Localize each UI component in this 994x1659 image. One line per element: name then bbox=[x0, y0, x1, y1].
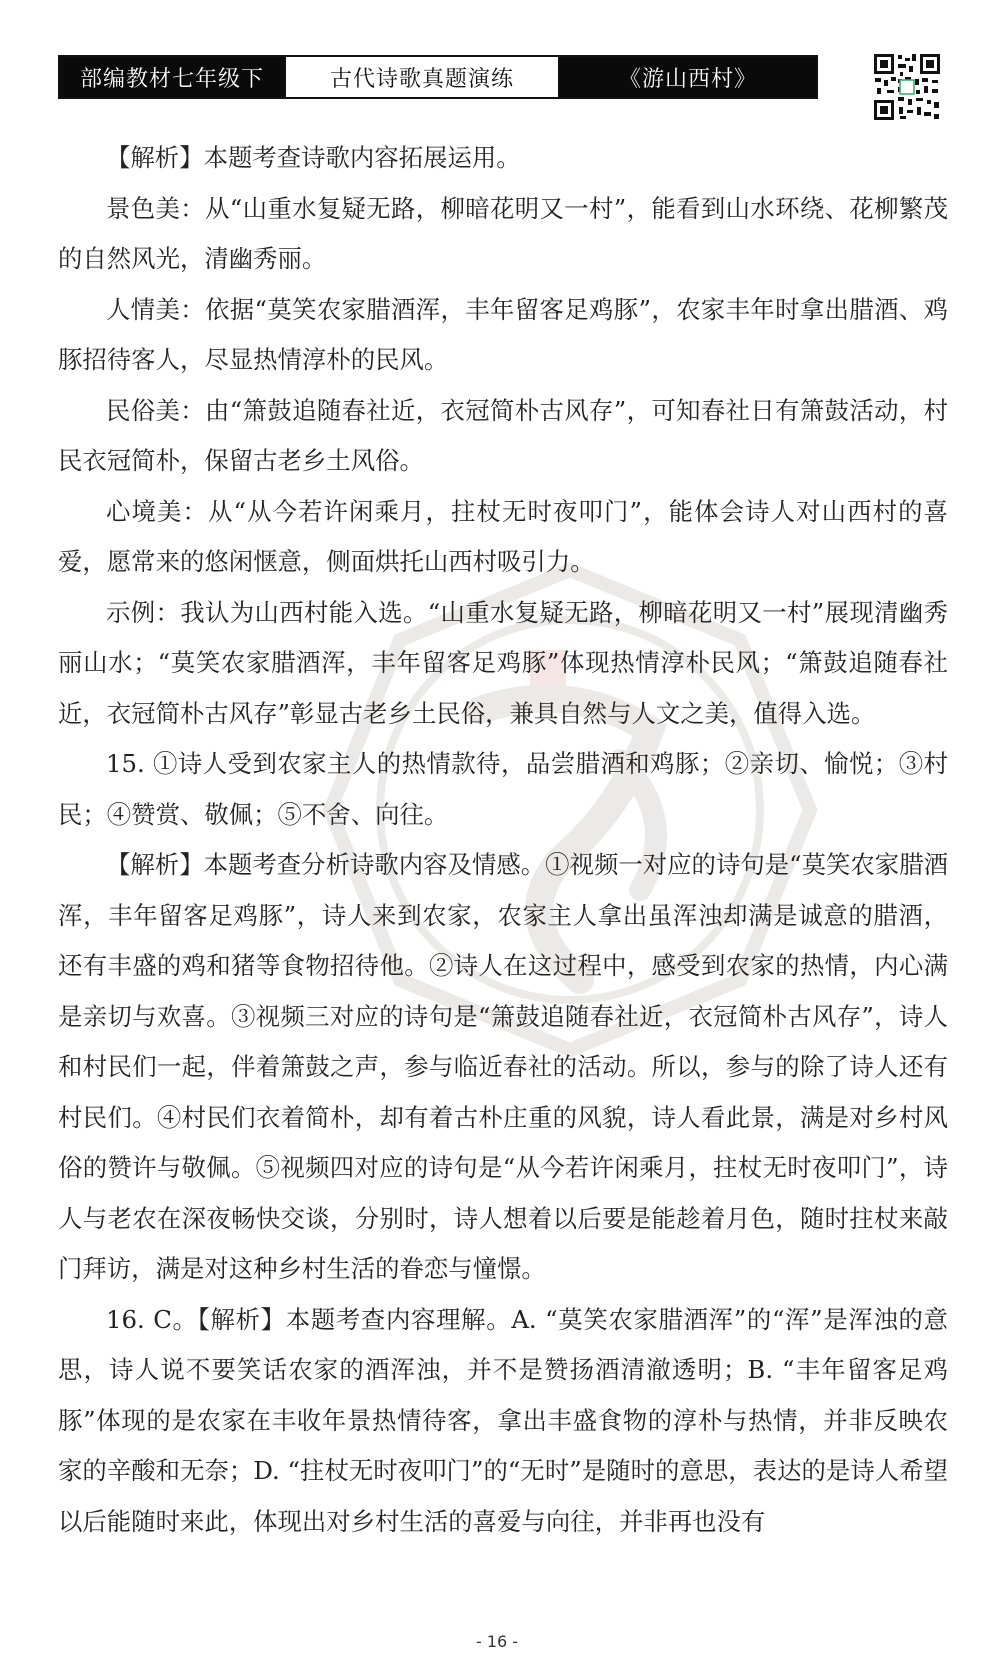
header-section-title: 古代诗歌真题演练 bbox=[284, 57, 560, 97]
answer-paragraph: 示例：我认为山西村能入选。“山重水复疑无路，柳暗花明又一村”展现清幽秀丽山水；“莫笑农家腊酒浑，丰年留客足鸡豚”体现热情淳朴民风；“箫鼓追随春社近，衣冠简朴古风存”彰显古老乡土民俗，兼具自然与人文之美，值得入选。 bbox=[58, 597, 948, 728]
header-grade: 部编教材七年级下 bbox=[60, 57, 284, 97]
page-number: - 16 - bbox=[475, 1632, 519, 1651]
answer-body bbox=[58, 133, 948, 1547]
answer-paragraph: 心境美：从“从今若许闲乘月，拄杖无时夜叩门”，能体会诗人对山西村的喜爱，愿常来的悠闲惬意，侧面烘托山西村吸引力。 bbox=[58, 496, 948, 576]
answer-paragraph: 15. ①诗人受到农家主人的热情款待，品尝腊酒和鸡豚；②亲切、愉悦；③村民；④赞赏、敬佩；⑤不舍、向往。 bbox=[58, 749, 948, 829]
qr-code-icon bbox=[872, 52, 942, 122]
header-bar bbox=[58, 55, 818, 99]
answer-paragraph: 景色美：从“山重水复疑无路，柳暗花明又一村”，能看到山水环绕、花柳繁茂的自然风光，清幽秀丽。 bbox=[58, 193, 948, 273]
answer-paragraph: 【解析】本题考查分析诗歌内容及情感。①视频一对应的诗句是“莫笑农家腊酒浑，丰年留客足鸡豚”，诗人来到农家，农家主人拿出虽浑浊却满是诚意的腊酒，还有丰盛的鸡和猪等食物招待他。②诗人在这过程中，感受到农家的热情，内心满是亲切与欢喜。③视频三对应的诗句是“箫鼓追随春社近，衣冠简朴古风存”，诗人和村民们一起，伴着箫鼓之声，参与临近春社的活动。所以，参与的除了诗人还有村民们。④村民们衣着简朴，却有着古朴庄重的风貌，诗人看此景，满是对乡村风俗的赞许与敬佩。⑤视频四对应的诗句是“从今若许闲乘月，拄杖无时夜叩门”，诗人与老农在深夜畅快交谈，分别时，诗人想着以后要是能趁着月色，随时拄杖来敲门拜访，满是对这种乡村生活的眷恋与憧憬。 bbox=[58, 850, 948, 1283]
answer-paragraph: 民俗美：由“箫鼓追随春社近，衣冠简朴古风存”，可知春社日有箫鼓活动，村民衣冠简朴，保留古老乡土风俗。 bbox=[58, 395, 948, 475]
answer-paragraph: 【解析】本题考查诗歌内容拓展运用。 bbox=[106, 143, 521, 172]
header-poem-title: 《游山西村》 bbox=[560, 57, 816, 97]
answer-paragraph: 16. C。【解析】本题考查内容理解。A. “莫笑农家腊酒浑”的“浑”是浑浊的意思，诗人说不要笑话农家的酒浑浊，并不是赞扬酒清澈透明；B. “丰年留客足鸡豚”体现的是农家在丰收年景热情待客，拿出丰盛食物的淳朴与热情，并非反映农家的辛酸和无奈；D. “拄杖无时夜叩门”的“无时”是随时的意思，表达的是诗人希望以后能随时来此，体现出对乡村生活的喜爱与向往，并非再也没有 bbox=[58, 1304, 948, 1536]
answer-paragraph: 人情美：依据“莫笑农家腊酒浑，丰年留客足鸡豚”，农家丰年时拿出腊酒、鸡豚招待客人，尽显热情淳朴的民风。 bbox=[58, 294, 948, 374]
